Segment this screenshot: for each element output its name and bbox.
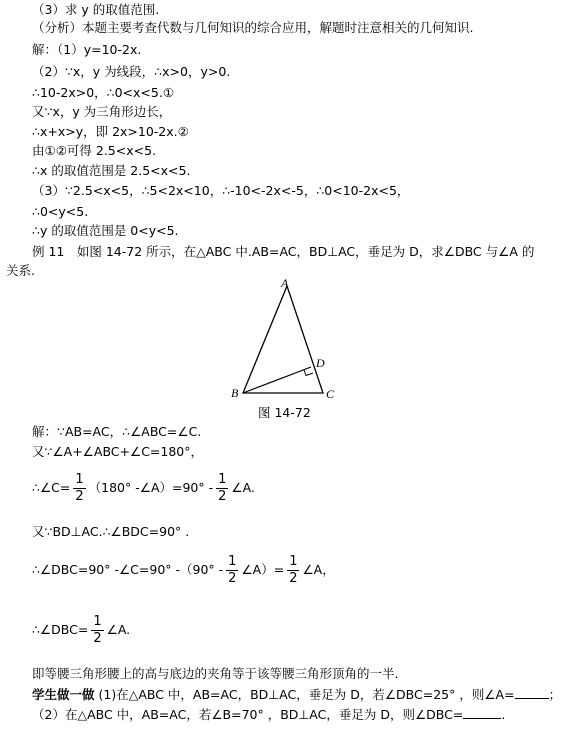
text-line: （3）∵2.5<x<5，∴5<2x<10，∴-10<-2x<-5，∴0<10-2x<5， [32, 183, 410, 198]
right-angle-mark [304, 370, 313, 376]
fraction-half: $\frac{1}{2}$ [93, 614, 102, 646]
equation-line [32, 614, 130, 647]
practice-line: 学生做一做 (1)在△ABC 中，AB=AC，BD⊥AC，垂足为 D，若∠DBC=25° ，则∠A= ； [32, 687, 561, 702]
eq-text: ∠A. [106, 622, 131, 637]
label-c: C [326, 387, 335, 401]
triangle-abc [243, 286, 323, 393]
text-line: （2）∵x，y 为线段，∴x>0，y>0. [32, 64, 231, 79]
practice-q1: (1)在△ABC 中，AB=AC，BD⊥AC，垂足为 D，若∠DBC=25° ，则∠A= [98, 687, 515, 702]
text-line: ∴y 的取值范围是 0<y<5. [32, 223, 179, 238]
text-line: 即等腰三角形腰上的高与底边的夹角等于该等腰三角形顶角的一半. [32, 666, 399, 681]
altitude-bd [243, 367, 311, 393]
eq-text: ∠A）= [241, 562, 285, 577]
fraction-half: $\frac{1}{2}$ [75, 472, 84, 504]
text-line: 关系. [6, 263, 35, 278]
answer-blank[interactable] [515, 686, 549, 699]
text-line: 解：（1）y=10-2x. [32, 42, 142, 57]
label-d: D [316, 356, 325, 370]
eq-text: ∴∠C= [32, 480, 71, 495]
text-line: （分析）本题主要考查代数与几何知识的综合应用，解题时注意相关的几何知识. [32, 20, 474, 35]
answer-blank[interactable] [463, 706, 501, 719]
practice-q2: （2）在△ABC 中，AB=AC，若∠B=70° ，BD⊥AC，垂足为 D，则∠DBC= [32, 707, 464, 722]
text-line: 由①②可得 2.5<x<5. [32, 143, 157, 158]
text-line: ∴x 的取值范围是 2.5<x<5. [32, 163, 191, 178]
eq-text: （180° -∠A）=90° - [88, 480, 214, 495]
practice-title: 学生做一做 [32, 687, 95, 702]
figure-caption: 图 14-72 [258, 405, 311, 420]
fraction-half: $\frac{1}{2}$ [228, 554, 237, 586]
text-line: ∴10-2x>0，∴0<x<5.① [32, 85, 175, 100]
text-line: 例 11 如图 14-72 所示，在△ABC 中.AB=AC，BD⊥AC，垂足为 D，求∠DBC 与∠A 的 [32, 244, 535, 259]
fraction-half: $\frac{1}{2}$ [289, 554, 298, 586]
text-line: 又∵∠A+∠ABC+∠C=180°， [32, 444, 204, 459]
fraction-half: $\frac{1}{2}$ [218, 472, 227, 504]
text-line: 解：∵AB=AC，∴∠ABC=∠C. [32, 424, 202, 439]
label-a: A [281, 276, 289, 290]
eq-text: ∠A. [231, 480, 255, 495]
equation-line [32, 472, 255, 505]
eq-text: ∴∠DBC=90° -∠C=90° -（90° - [32, 562, 224, 577]
label-b: B [231, 386, 239, 400]
eq-text: ∠A， [302, 562, 335, 577]
eq-text: ∴∠DBC= [32, 622, 89, 637]
text-line: ∴0<y<5. [32, 204, 89, 219]
text-line: 又∵x，y 为三角形边长， [32, 104, 172, 119]
equation-line [32, 554, 335, 587]
text-line: ∴x+x>y，即 2x>10-2x.② [32, 124, 189, 139]
text-line: 又∵BD⊥AC.∴∠BDC=90° . [32, 524, 190, 539]
triangle-figure [225, 277, 335, 402]
text-line: （3）求 y 的取值范围. [32, 2, 160, 17]
practice-line: （2）在△ABC 中，AB=AC，若∠B=70° ，BD⊥AC，垂足为 D，则∠DBC= . [32, 707, 506, 722]
